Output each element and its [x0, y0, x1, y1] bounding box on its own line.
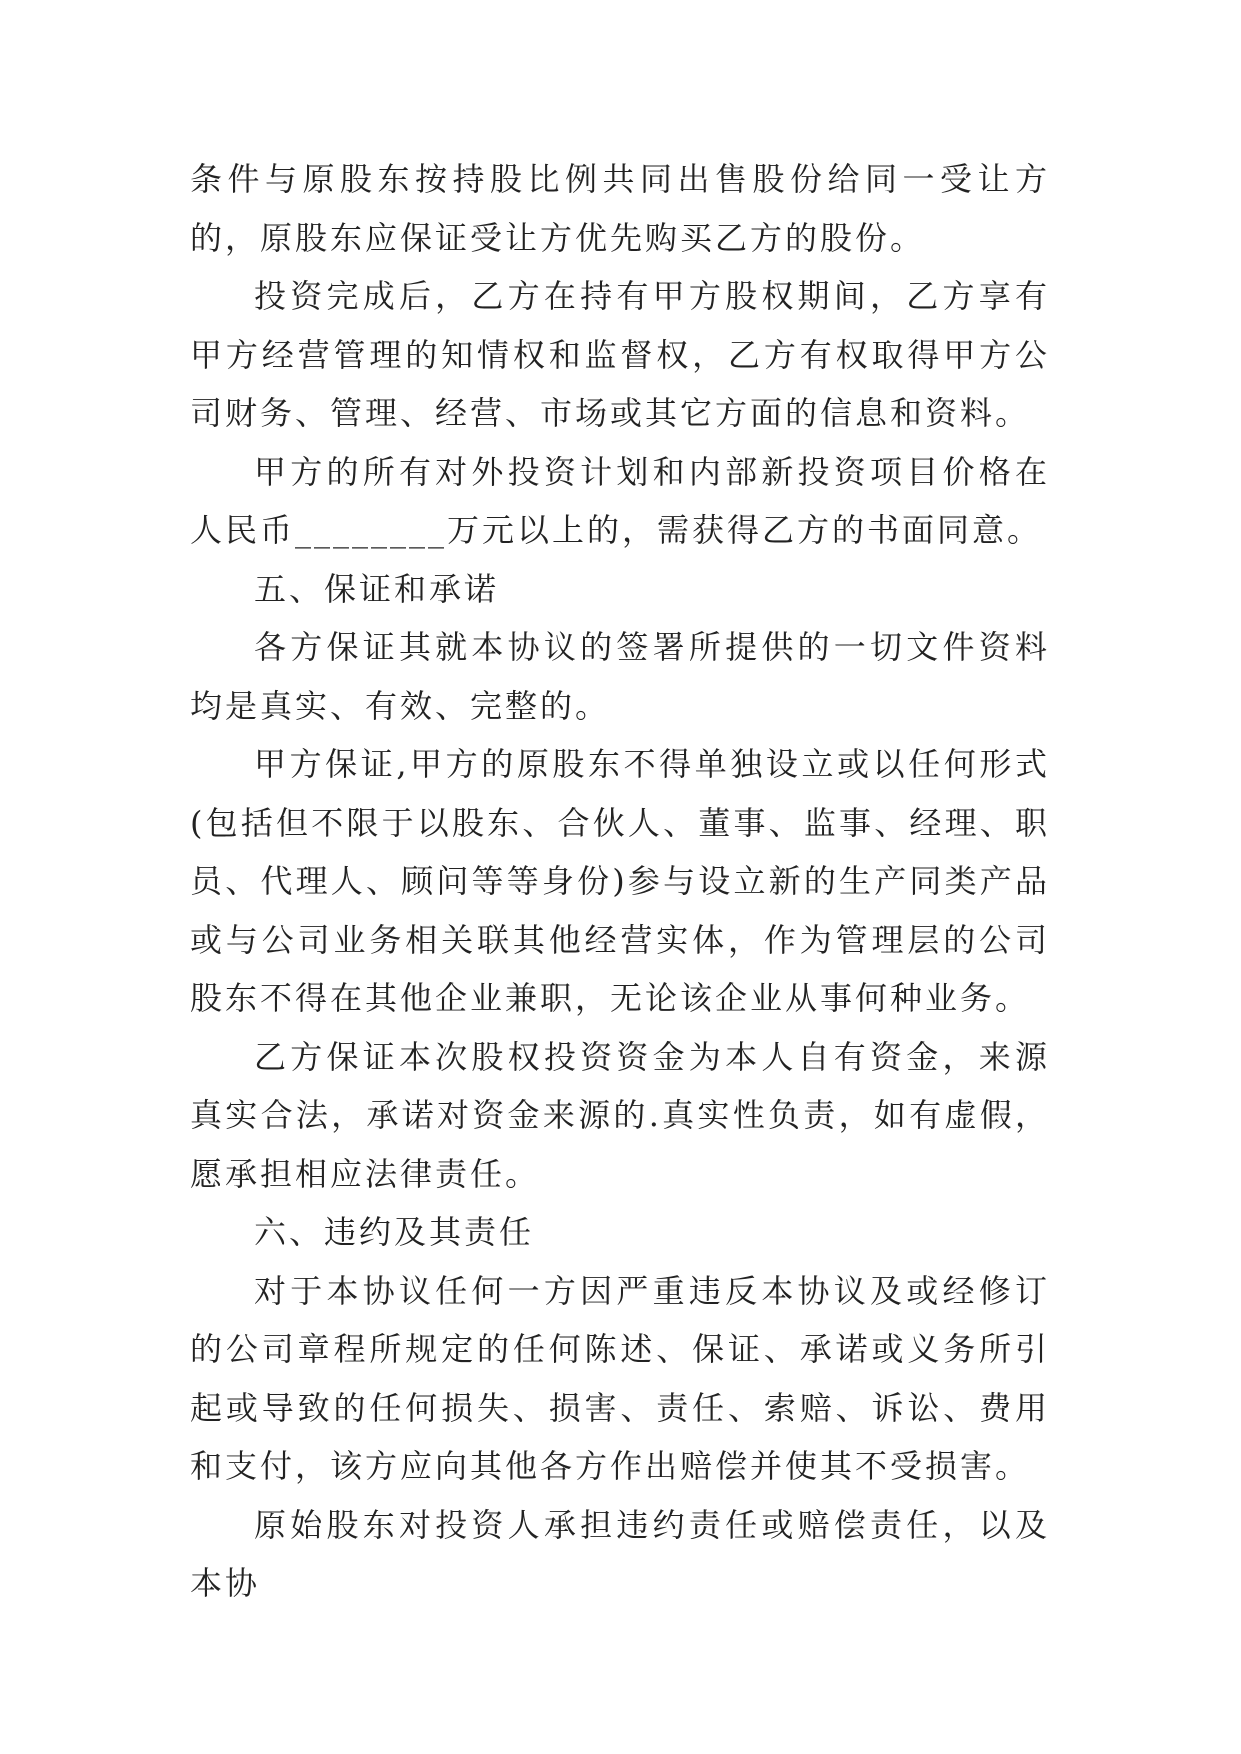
paragraph-breach-compensation: 对于本协议任何一方因严重违反本协议及或经修订的公司章程所规定的任何陈述、保证、承诺或义务所引起或导致的任何损失、损害、责任、索赔、诉讼、费用和支付，该方应向其他各方作出赔偿并使其不受损害。 — [190, 1271, 1050, 1485]
document-page — [190, 150, 1050, 1613]
paragraph-party-b-guarantee: 乙方保证本次股权投资资金为本人自有资金，来源真实合法，承诺对资金来源的.真实性负责，如有虚假，愿承担相应法律责任。 — [190, 1037, 1050, 1193]
paragraph-investment-approval: 甲方的所有对外投资计划和内部新投资项目价格在人民币________万元以上的，需获得乙方的书面同意。 — [190, 452, 1050, 549]
paragraph-shareholder-rights: 投资完成后，乙方在持有甲方股权期间，乙方享有甲方经营管理的知情权和监督权，乙方有权取得甲方公司财务、管理、经营、市场或其它方面的信息和资料。 — [190, 277, 1050, 432]
paragraph-original-shareholders: 原始股东对投资人承担违约责任或赔偿责任，以及本协 — [190, 1505, 1050, 1602]
section-heading-guarantees: 五、保证和承诺 — [254, 569, 500, 608]
paragraph-parties-guarantee: 各方保证其就本协议的签署所提供的一切文件资料均是真实、有效、完整的。 — [190, 628, 1050, 725]
section-heading-breach: 六、违约及其责任 — [254, 1213, 535, 1251]
paragraph-party-a-guarantee: 甲方保证,甲方的原股东不得单独设立或以任何形式(包括但不限于以股东、合伙人、董事、监事、经理、职员、代理人、顾问等等身份)参与设立新的生产同类产品或与公司业务相关联其他经营实体，作为管理层的公司股东不得在其他企业兼职，无论该企业从事何种业务。 — [190, 745, 1050, 1017]
paragraph-continuation: 条件与原股东按持股比例共同出售股份给同一受让方的，原股东应保证受让方优先购买乙方的股份。 — [190, 160, 1050, 257]
